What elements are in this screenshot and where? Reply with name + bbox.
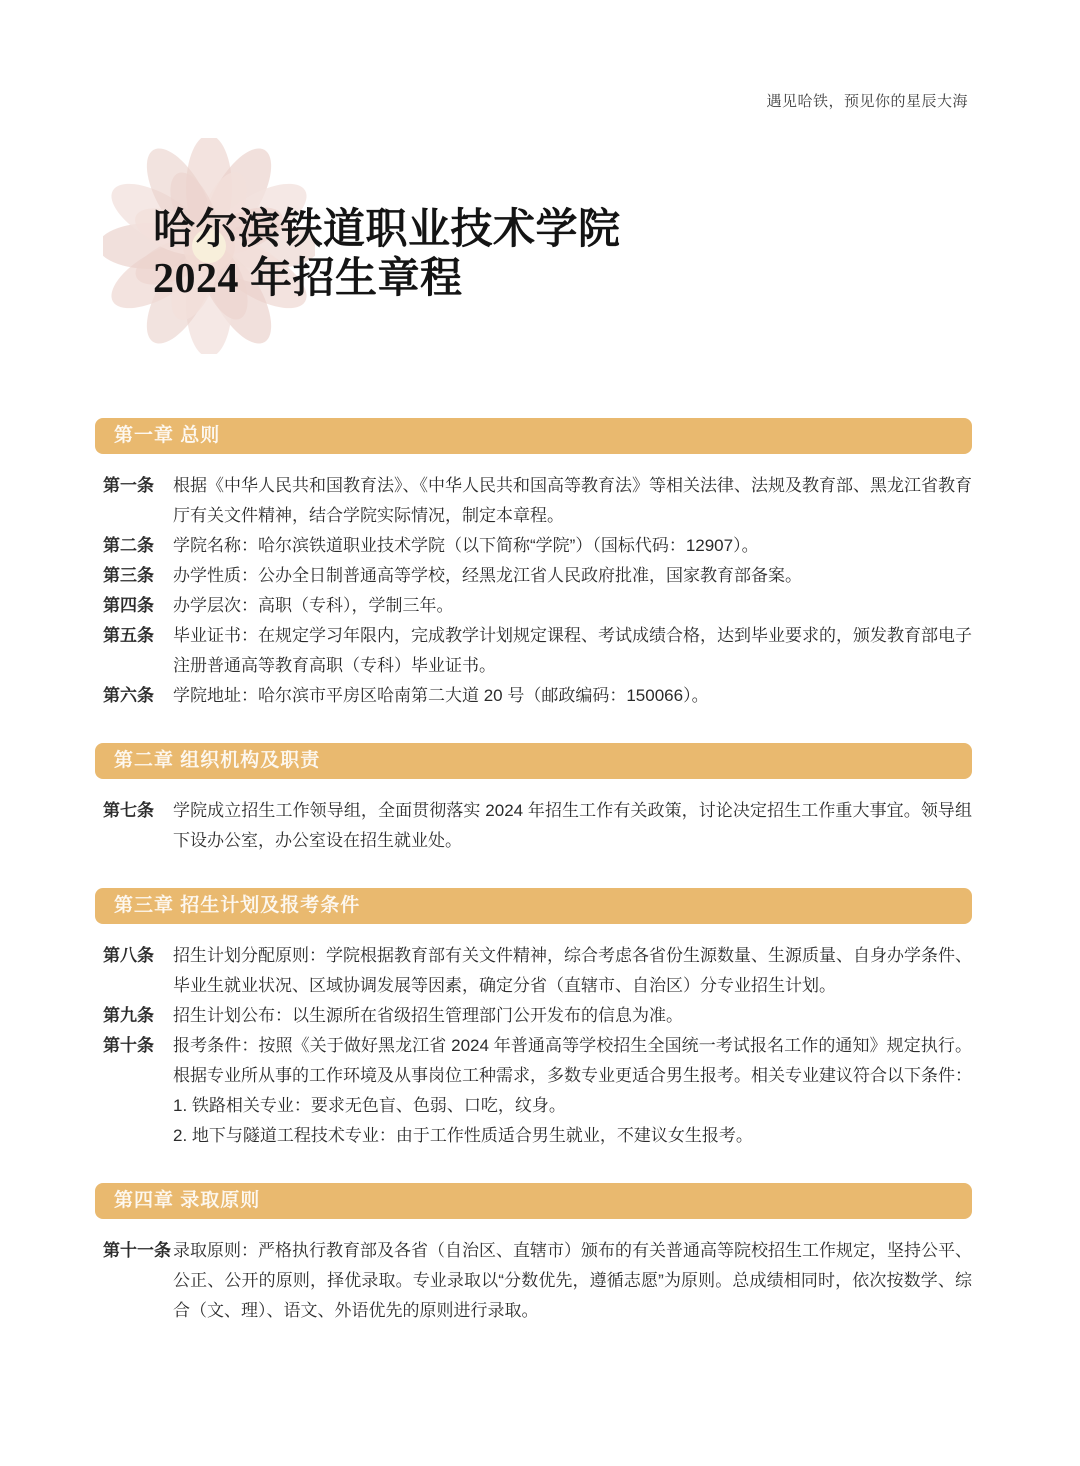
article-body [173,531,972,561]
article-text: 报考条件：按照《关于做好黑龙江省 2024 年普通高等学校招生全国统一考试报名工作的通知》规定执行。根据专业所从事的工作环境及从事岗位工种需求，多数专业更适合男生报考。相关专业建议符合以下条件： [173,1036,972,1085]
article-text: 学院成立招生工作领导组，全面贯彻落实 2024 年招生工作有关政策，讨论决定招生工作重大事宜。领导组下设办公室，办公室设在招生就业处。 [173,801,972,850]
chapter-heading: 第四章 录取原则 [95,1183,972,1219]
article-body [173,941,972,1001]
chapter-heading: 第二章 组织机构及职责 [95,743,972,779]
article-row [95,1001,972,1031]
chapter-section [95,418,972,711]
article-text: 学院名称：哈尔滨铁道职业技术学院（以下简称“学院”）（国标代码：12907）。 [173,536,759,555]
article-label: 第四条 [103,596,154,615]
article-text: 学院地址：哈尔滨市平房区哈南第二大道 20 号（邮政编码：150066）。 [173,686,709,705]
article-body [173,591,972,621]
article-body [173,561,972,591]
chapter-section [95,888,972,1151]
document-content [95,418,972,1358]
article-label: 第十一条 [103,1241,171,1260]
article-text: 根据《中华人民共和国教育法》、《中华人民共和国高等教育法》等相关法律、法规及教育部、黑龙江省教育厅有关文件精神，结合学院实际情况，制定本章程。 [173,476,972,525]
title-line-2: 2024 年招生章程 [153,256,463,302]
article-row [95,591,972,621]
article-label: 第八条 [103,946,154,965]
chapter-heading: 第一章 总则 [95,418,972,454]
chapter-articles [95,796,972,856]
article-label: 第二条 [103,536,154,555]
title-line-1: 哈尔滨铁道职业技术学院 [153,207,621,253]
article-text: 招生计划公布：以生源所在省级招生管理部门公开发布的信息为准。 [173,1006,683,1025]
article-text: 毕业证书：在规定学习年限内，完成教学计划规定课程、考试成绩合格，达到毕业要求的，颁发教育部电子注册普通高等教育高职（专科）毕业证书。 [173,626,972,675]
article-body [173,1236,972,1326]
article-text: 录取原则：严格执行教育部及各省（自治区、直辖市）颁布的有关普通高等院校招生工作规定，坚持公平、公正、公开的原则，择优录取。专业录取以“分数优先，遵循志愿”为原则。总成绩相同时，依次按数学、综合（文、理）、语文、外语优先的原则进行录取。 [173,1241,972,1320]
page-slogan: 遇见哈铁，预见你的星辰大海 [766,93,968,110]
article-row [95,621,972,681]
article-row [95,941,972,1001]
article-row [95,471,972,531]
chapter-heading: 第三章 招生计划及报考条件 [95,888,972,924]
article-row [95,1236,972,1326]
article-row [95,1031,972,1151]
article-text: 办学性质：公办全日制普通高等学校，经黑龙江省人民政府批准，国家教育部备案。 [173,566,802,585]
article-label: 第七条 [103,801,154,820]
article-text: 办学层次：高职（专科），学制三年。 [173,596,454,615]
article-body [173,681,972,711]
chapter-section [95,743,972,856]
article-body [173,796,972,856]
chapter-section [95,1183,972,1326]
article-row [95,561,972,591]
article-body [173,1001,972,1031]
chapter-articles [95,471,972,711]
article-row [95,796,972,856]
chapter-articles [95,941,972,1151]
article-subitem: 2. 地下与隧道工程技术专业：由于工作性质适合男生就业，不建议女生报考。 [173,1126,753,1145]
article-row [95,681,972,711]
article-label: 第一条 [103,476,154,495]
article-body [173,1031,972,1151]
chapter-articles [95,1236,972,1326]
article-text: 招生计划分配原则：学院根据教育部有关文件精神，综合考虑各省份生源数量、生源质量、自身办学条件、毕业生就业状况、区域协调发展等因素，确定分省（直辖市、自治区）分专业招生计划。 [173,946,972,995]
article-row [95,531,972,561]
article-label: 第六条 [103,686,154,705]
article-label: 第五条 [103,626,154,645]
article-label: 第十条 [103,1036,154,1055]
article-body [173,621,972,681]
page-title [153,206,621,304]
article-body [173,471,972,531]
article-label: 第九条 [103,1006,154,1025]
article-subitem: 1. 铁路相关专业：要求无色盲、色弱、口吃，纹身。 [173,1096,566,1115]
article-label: 第三条 [103,566,154,585]
